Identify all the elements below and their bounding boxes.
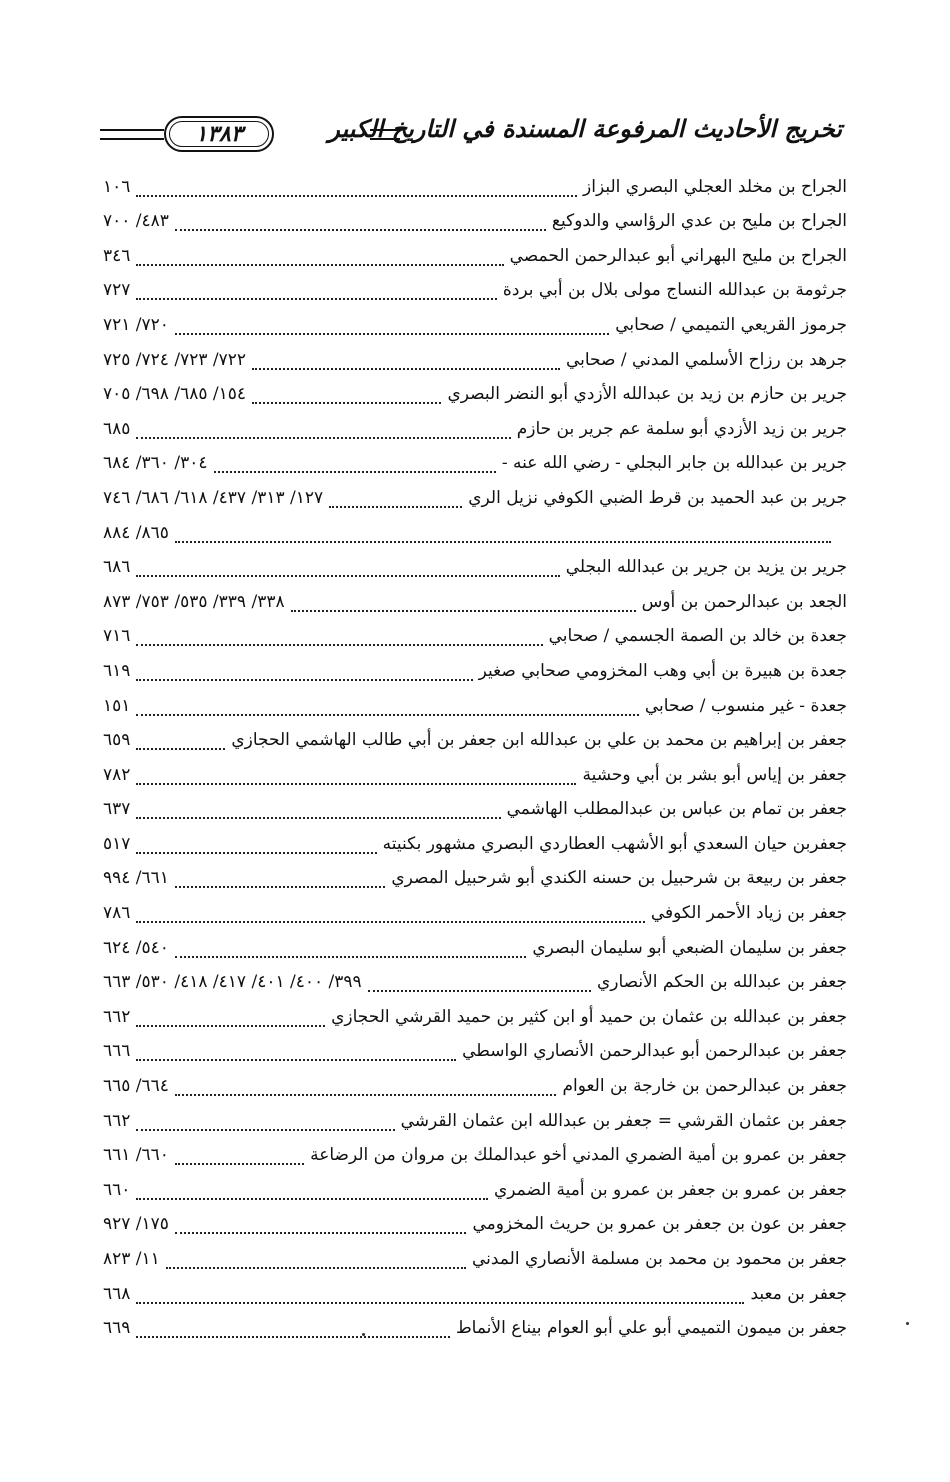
header-rule-left <box>100 129 164 140</box>
entry-name: جعفر بن إياس أبو بشر بن أبي وحشية <box>582 764 847 785</box>
index-entry <box>103 1239 847 1274</box>
dot-leader <box>252 354 560 370</box>
dot-leader <box>136 1011 325 1027</box>
dot-leader <box>136 250 503 266</box>
entry-pages: ٣٣٨/ ٣٣٩/ ٥٣٥/ ٧٥٣/ ٨٧٣ <box>103 591 285 612</box>
index-entry <box>103 617 847 652</box>
entry-name: جعفر بن عبدالرحمن بن خارجة بن العوام <box>562 1076 847 1097</box>
dot-leader <box>136 1322 450 1338</box>
index-entry <box>103 236 847 271</box>
entry-pages: ٦٦٩ <box>103 1318 131 1339</box>
index-entry <box>103 721 847 756</box>
entry-name: جرير بن يزيد بن جرير بن عبدالله البجلي <box>565 557 847 578</box>
dot-leader <box>136 907 644 923</box>
dot-leader <box>136 284 497 300</box>
entry-pages: ١١/ ٨٢٣ <box>103 1249 160 1269</box>
index-entry <box>103 548 847 583</box>
entry-pages: ١٥٤/ ٦٨٥/ ٦٩٨/ ٧٠٥ <box>103 384 247 405</box>
index-entry <box>103 1274 847 1309</box>
entry-pages: ٦١٩ <box>103 660 131 681</box>
dot-leader <box>136 423 510 439</box>
dot-leader <box>368 976 591 992</box>
entry-name: جعفر بن معبد <box>750 1283 847 1304</box>
entry-pages: ٥٤٠/ ٦٢٤ <box>103 937 169 958</box>
entry-pages: ٦٦٢ <box>103 1110 131 1131</box>
entry-name: جعفر بن محمود بن محمد بن مسلمة الأنصاري المدني <box>471 1249 847 1269</box>
entry-pages: ٦٦٤/ ٦٦٥ <box>103 1076 169 1097</box>
index-entry <box>103 1136 847 1171</box>
entry-pages: ٧١٦ <box>103 626 131 647</box>
entry-name: جعفر بن عون بن جعفر بن عمرو بن حريث المخزومي <box>472 1214 847 1235</box>
entry-name: جرير بن عبد الحميد بن قرط الضبي الكوفي نزيل الري <box>468 487 847 508</box>
entry-name: الجراح بن مليح البهراني أبو عبدالرحمن الحمصي <box>509 245 847 266</box>
page-number: ١٣٨٣ <box>195 121 243 147</box>
index-entry <box>103 1205 847 1240</box>
entry-name: الجراح بن مليح بن عدي الرؤاسي والدوكيع <box>551 211 847 232</box>
entry-pages: ٦٦١/ ٩٩٤ <box>103 868 169 889</box>
entry-name: جعفربن حيان السعدي أبو الأشهب العطاردي البصري مشهور بكنيته <box>382 833 847 854</box>
entry-pages: ١٠٦ <box>103 176 131 197</box>
dot-leader <box>166 1253 466 1269</box>
entry-name: جرير بن زيد الأزدي أبو سلمة عم جرير بن حازم <box>516 418 847 439</box>
index-entry <box>103 824 847 859</box>
index-entry <box>103 997 847 1032</box>
index-entry <box>103 859 847 894</box>
entry-name: الجعد بن عبدالرحمن بن أوس <box>641 591 847 612</box>
entry-name: جعفر بن عبدالرحمن أبو عبدالرحمن الأنصاري الواسطي <box>462 1041 847 1062</box>
index-entry <box>103 271 847 306</box>
entry-pages: ٦٥٩ <box>103 730 131 751</box>
dot-leader <box>136 769 576 785</box>
entry-pages: ٧٢٢/ ٧٢٣/ ٧٢٤/ ٧٢٥ <box>103 349 247 370</box>
entry-name: جعدة بن خالد بن الصمة الجسمي / صحابي <box>548 626 847 647</box>
dot-leader <box>136 561 559 577</box>
index-entry <box>103 755 847 790</box>
entry-pages: ٦٦٨ <box>103 1283 131 1304</box>
dot-leader <box>136 803 500 819</box>
page-number-badge <box>164 116 274 152</box>
dot-leader <box>175 527 831 543</box>
index-entry <box>103 582 847 617</box>
entry-pages: ١٢٧/ ٣١٣/ ٤٣٧/ ٦١٨/ ٦٨٦/ ٧٤٦ <box>103 487 324 508</box>
index-entry <box>103 1101 847 1136</box>
entry-pages: ٦٨٥ <box>103 418 131 439</box>
entry-name: جعفر بن عمرو بن أمية الضمري المدني أخو عبدالملك بن مروان من الرضاعة <box>310 1145 847 1166</box>
entry-name: جعفر بن ربيعة بن شرحبيل بن حسنه الكندي أبو شرحبيل المصري <box>391 868 847 889</box>
index-entry <box>103 340 847 375</box>
page-header <box>100 108 842 160</box>
dot-leader <box>136 665 472 681</box>
entry-pages: ١٥١ <box>103 695 131 716</box>
entry-pages: ١٧٥/ ٩٢٧ <box>103 1214 169 1235</box>
entry-pages: ٣٩٩/ ٤٠٠/ ٤٠١/ ٤١٧/ ٤١٨/ ٥٣٠/ ٦٦٣ <box>103 972 362 993</box>
dot-leader <box>136 630 542 646</box>
entry-pages: ٦٣٧ <box>103 799 131 820</box>
dot-leader <box>175 872 385 888</box>
dot-leader <box>136 1115 394 1131</box>
index-entry <box>103 513 847 548</box>
entry-pages: ٧٨٢ <box>103 764 131 785</box>
dot-leader <box>175 1149 304 1165</box>
entry-name: جعفر بن عثمان القرشي = جعفر بن عبدالله ابن عثمان القرشي <box>400 1110 847 1131</box>
book-title: تخريج الأحاديث المرفوعة المسندة في التاريخ الكبير <box>328 114 842 143</box>
dot-leader <box>329 492 462 508</box>
entry-name: جعدة بن هبيرة بن أبي وهب المخزومي صحابي صغير <box>478 660 847 681</box>
entry-pages: ٨٦٥/ ٨٨٤ <box>103 522 169 543</box>
index-entry <box>103 375 847 410</box>
dot-leader <box>136 838 376 854</box>
index-entry <box>103 1170 847 1205</box>
entry-name: جعفر بن عمرو بن جعفر بن عمرو بن أمية الضمري <box>493 1179 847 1200</box>
entry-name: جعفر بن زياد الأحمر الكوفي <box>650 903 847 924</box>
dot-leader <box>136 1045 456 1061</box>
dot-leader <box>214 457 496 473</box>
index-entry <box>103 1309 847 1344</box>
stray-mark <box>906 1322 909 1325</box>
index-entry <box>103 409 847 444</box>
dot-leader <box>136 181 577 197</box>
index-entry <box>103 478 847 513</box>
index-entry <box>103 202 847 237</box>
entry-name: جعفر بن عبدالله بن عثمان بن حميد أو ابن كثير بن حميد القرشي الحجازي <box>331 1006 847 1027</box>
dot-leader <box>175 215 546 231</box>
index-entry <box>103 928 847 963</box>
entry-pages: ٦٦٦ <box>103 1041 131 1062</box>
index-entry <box>103 305 847 340</box>
index-entry <box>103 963 847 998</box>
entry-name: جرير بن عبدالله بن جابر البجلي - رضي الله عنه - <box>501 453 847 474</box>
entry-pages: ٦٨٦ <box>103 557 131 578</box>
entry-pages: ٥١٧ <box>103 833 131 854</box>
dot-leader <box>175 319 609 335</box>
entry-name: جعفر بن إبراهيم بن محمد بن علي بن عبدالله ابن جعفر بن أبي طالب الهاشمي الحجازي <box>231 730 847 751</box>
entry-name: الجراح بن مخلد العجلي البصري البزاز <box>583 176 847 197</box>
entry-pages: ٦٦٠/ ٦٦١ <box>103 1145 169 1166</box>
entry-name: جرموز القريعي التميمي / صحابي <box>615 314 847 335</box>
entry-name: جرهد بن رزاح الأسلمي المدني / صحابي <box>565 349 847 370</box>
entry-name: جعفر بن ميمون التميمي أبو علي أبو العوام بيناع الأنماط <box>455 1318 847 1339</box>
entry-name: جعفر بن تمام بن عباس بن عبدالمطلب الهاشمي <box>506 799 847 820</box>
entry-pages: ٤٨٣/ ٧٠٠ <box>103 211 169 232</box>
entry-name: جعفر بن سليمان الضبعي أبو سليمان البصري <box>532 937 847 958</box>
index-entry <box>103 167 847 202</box>
stray-mark <box>362 1333 365 1336</box>
entry-pages: ٧٨٦ <box>103 903 131 924</box>
entry-pages: ٣٤٦ <box>103 245 131 266</box>
index-entry <box>103 893 847 928</box>
entry-pages: ٣٠٤/ ٣٦٠/ ٦٨٤ <box>103 453 208 474</box>
index-entry <box>103 651 847 686</box>
entry-pages: ٦٦٢ <box>103 1006 131 1027</box>
index-entry <box>103 1066 847 1101</box>
index-entry <box>103 1032 847 1067</box>
dot-leader <box>175 942 526 958</box>
dot-leader <box>136 1184 488 1200</box>
dot-leader <box>136 734 225 750</box>
index-entry <box>103 686 847 721</box>
entry-name: جرثومة بن عبدالله النساج مولى بلال بن أبي بردة <box>502 280 847 301</box>
entry-pages: ٧٢٠/ ٧٢١ <box>103 314 169 335</box>
entry-name: جعدة - غير منسوب / صحابي <box>644 695 847 716</box>
dot-leader <box>175 1218 466 1234</box>
index-entries <box>103 167 847 1343</box>
index-entry <box>103 444 847 479</box>
entry-name: جعفر بن عبدالله بن الحكم الأنصاري <box>596 972 847 993</box>
index-entry <box>103 790 847 825</box>
dot-leader <box>291 596 636 612</box>
dot-leader <box>175 1080 557 1096</box>
entry-pages: ٧٢٧ <box>103 280 131 301</box>
dot-leader <box>136 1288 744 1304</box>
dot-leader <box>136 700 638 716</box>
entry-name: جرير بن حازم بن زيد بن عبدالله الأزدي أبو النضر البصري <box>447 384 847 405</box>
header-rule-right <box>370 129 400 140</box>
dot-leader <box>252 388 441 404</box>
entry-pages: ٦٦٠ <box>103 1179 131 1200</box>
